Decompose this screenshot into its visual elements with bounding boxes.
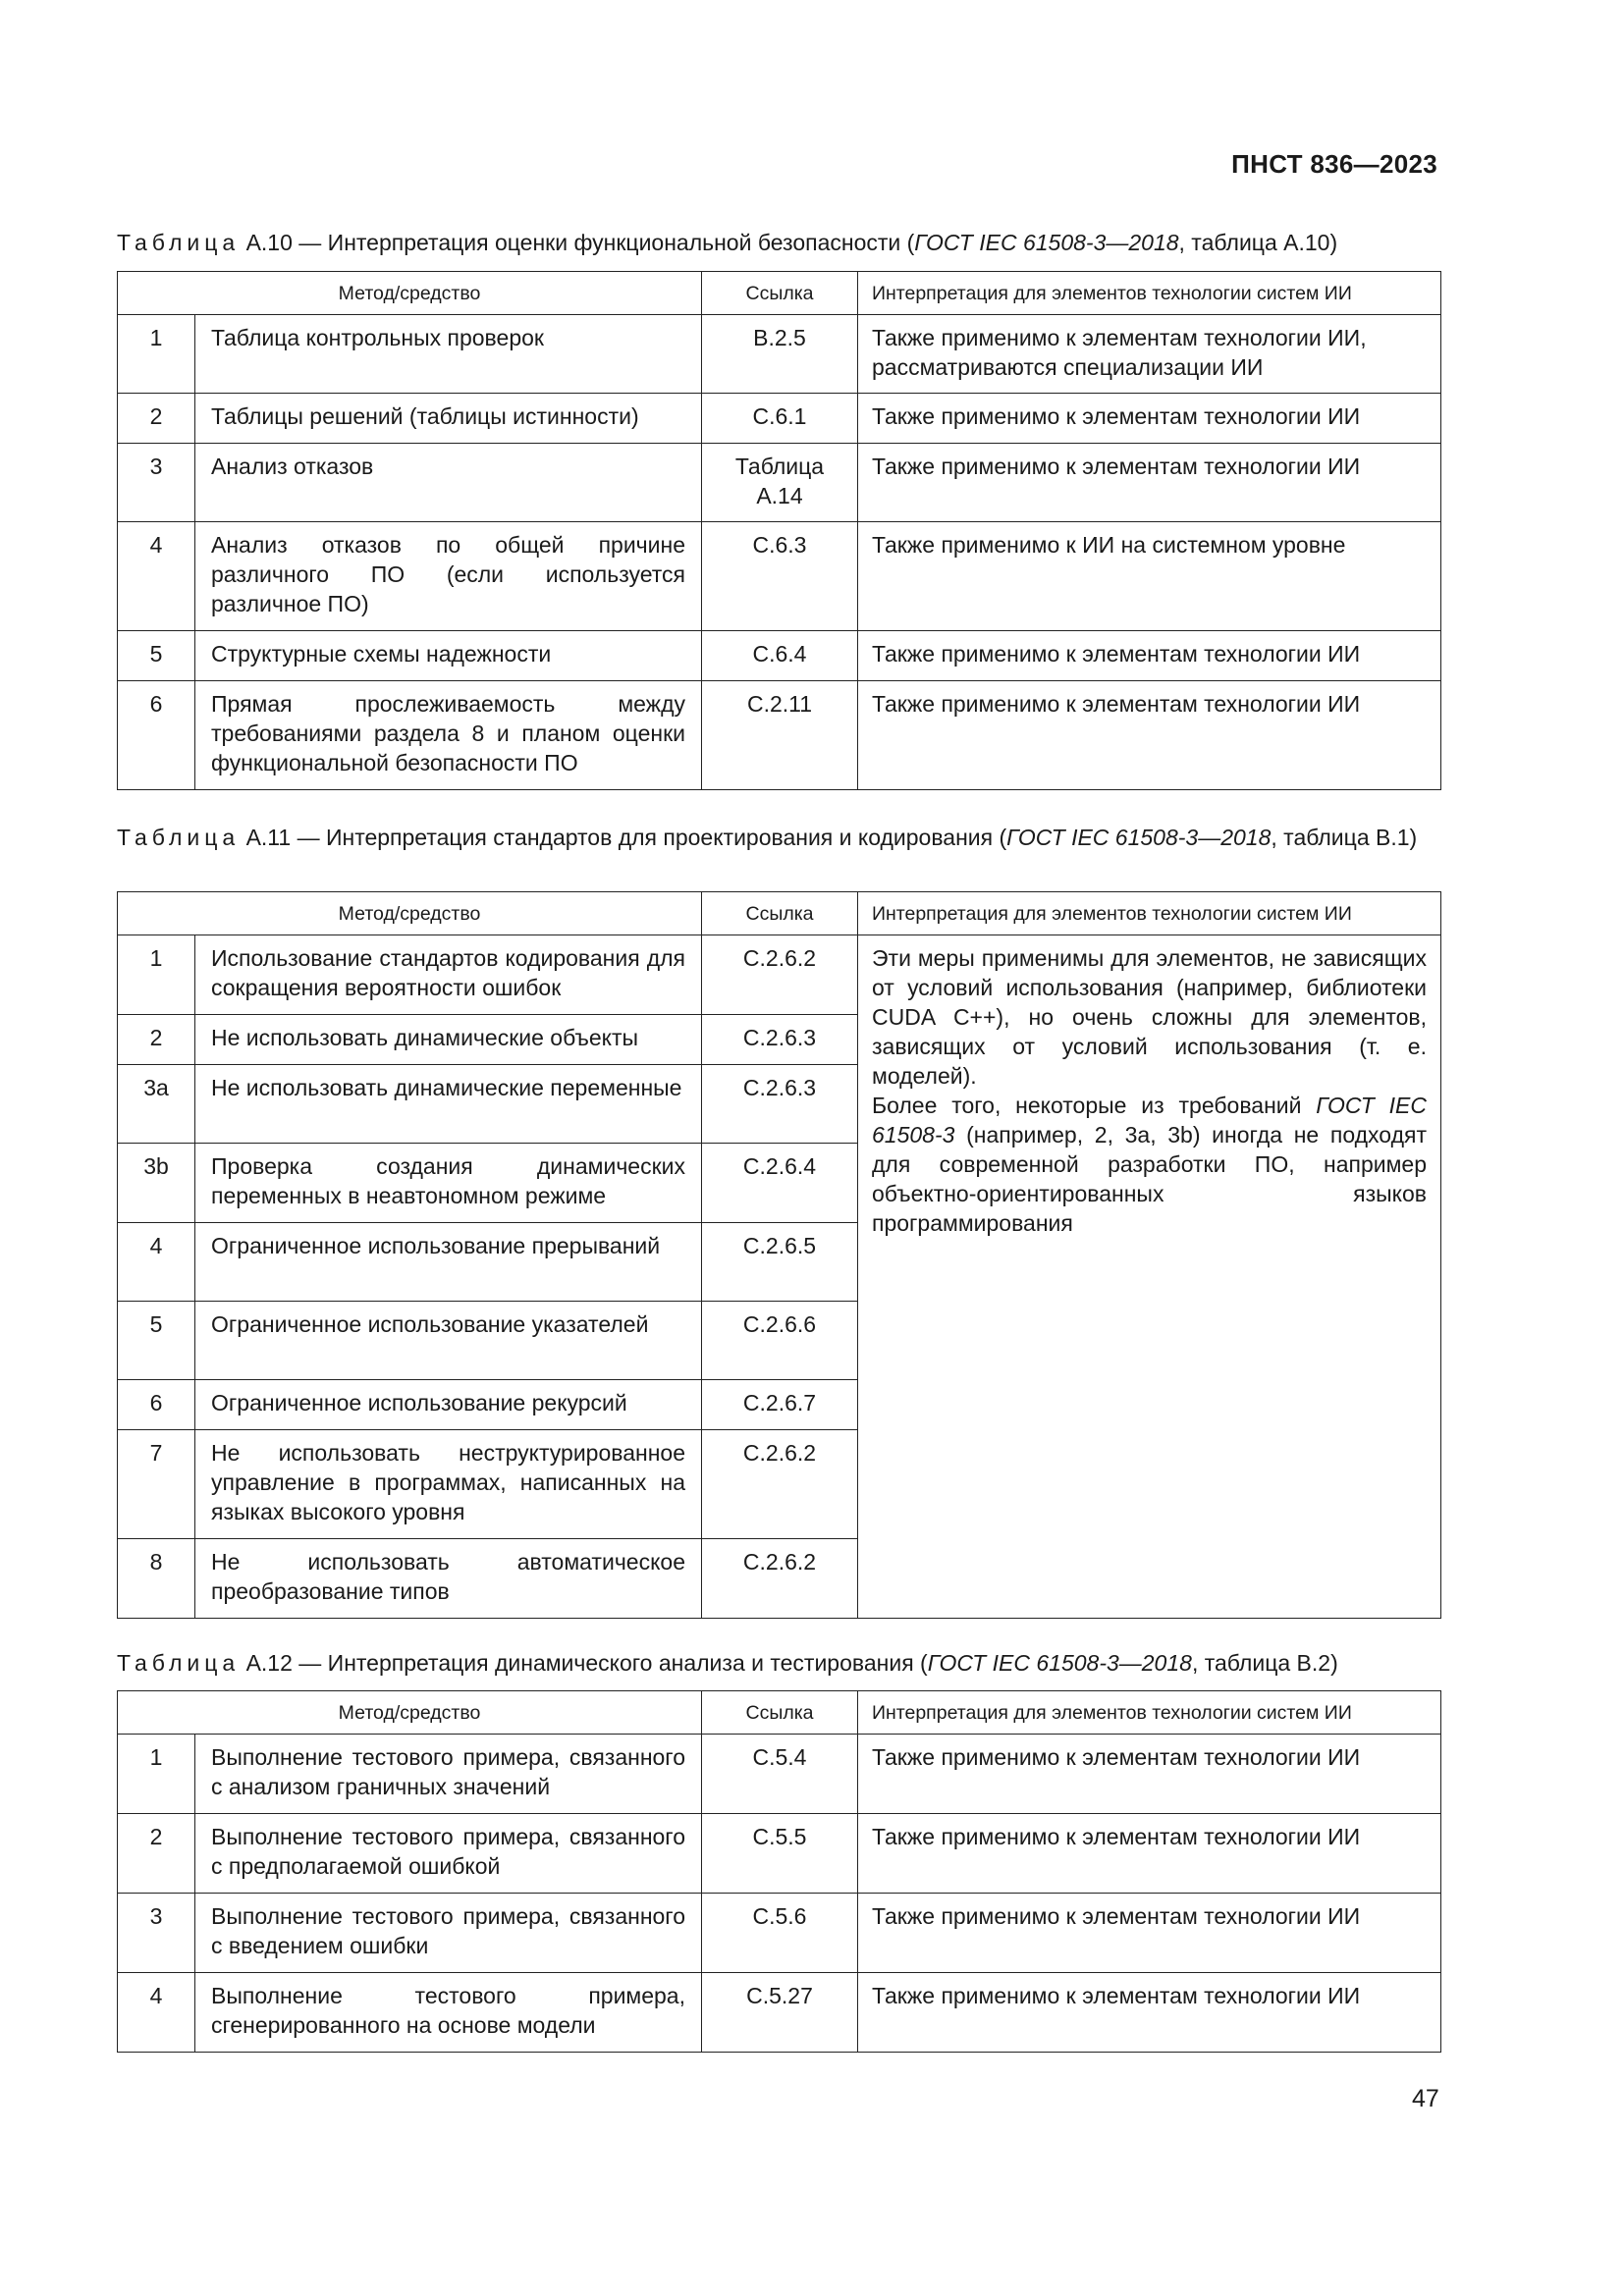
caption-prefix: Таблица — [117, 825, 241, 850]
row-number: 3b — [118, 1144, 195, 1223]
shared-interpretation — [858, 935, 1441, 1619]
row-number: 1 — [118, 1735, 195, 1814]
header-method: Метод/средство — [118, 272, 702, 315]
row-method: Не использовать автоматическое преобразование типов — [195, 1539, 702, 1619]
row-number: 4 — [118, 522, 195, 631]
table-row — [118, 444, 1441, 522]
row-method: Прямая прослеживаемость между требованиями раздела 8 и планом оценки функциональной безопасности ПО — [195, 681, 702, 790]
row-interpretation: Также применимо к ИИ на системном уровне — [858, 522, 1441, 631]
row-reference: C.2.11 — [702, 681, 858, 790]
caption-standard: ГОСТ IEC 61508-3—2018 — [927, 1650, 1192, 1676]
row-method: Проверка создания динамических переменных в неавтономном режиме — [195, 1144, 702, 1223]
row-number: 6 — [118, 1380, 195, 1430]
caption-text: А.10 — Интерпретация оценки функциональной безопасности ( — [240, 230, 915, 255]
row-method: Не использовать неструктурированное управление в программах, написанных на языках высокого уровня — [195, 1430, 702, 1539]
row-method: Использование стандартов кодирования для сокращения вероятности ошибок — [195, 935, 702, 1015]
row-reference: C.5.4 — [702, 1735, 858, 1814]
row-number: 2 — [118, 394, 195, 444]
caption-standard: ГОСТ IEC 61508-3—2018 — [914, 230, 1179, 255]
row-number: 4 — [118, 1223, 195, 1302]
row-method: Ограниченное использование прерываний — [195, 1223, 702, 1302]
row-method: Выполнение тестового примера, связанного с анализом граничных значений — [195, 1735, 702, 1814]
table-row — [118, 1894, 1441, 1973]
row-reference: C.6.3 — [702, 522, 858, 631]
row-reference: C.2.6.2 — [702, 1539, 858, 1619]
row-reference: C.2.6.3 — [702, 1065, 858, 1144]
table-row — [118, 631, 1441, 681]
row-number: 2 — [118, 1814, 195, 1894]
row-interpretation: Также применимо к элементам технологии ИИ — [858, 1814, 1441, 1894]
row-number: 5 — [118, 1302, 195, 1380]
document-code: ПНСТ 836—2023 — [1231, 149, 1437, 179]
table-a10-caption — [117, 228, 1440, 257]
header-interpretation: Интерпретация для элементов технологии систем ИИ — [858, 892, 1441, 935]
row-interpretation: Также применимо к элементам технологии ИИ — [858, 394, 1441, 444]
row-number: 1 — [118, 315, 195, 394]
caption-prefix: Таблица — [117, 1650, 241, 1676]
row-reference: C.5.5 — [702, 1814, 858, 1894]
row-interpretation: Также применимо к элементам технологии ИИ, рассматриваются специализации ИИ — [858, 315, 1441, 394]
row-reference: B.2.5 — [702, 315, 858, 394]
table-header-row — [118, 1691, 1441, 1735]
row-reference: C.2.6.5 — [702, 1223, 858, 1302]
row-number: 2 — [118, 1015, 195, 1065]
row-number: 1 — [118, 935, 195, 1015]
row-reference: C.2.6.2 — [702, 935, 858, 1015]
caption-text: А.11 — Интерпретация стандартов для проектирования и кодирования ( — [240, 825, 1007, 850]
row-interpretation: Также применимо к элементам технологии ИИ — [858, 1894, 1441, 1973]
row-interpretation: Также применимо к элементам технологии ИИ — [858, 681, 1441, 790]
caption-standard: ГОСТ IEC 61508-3—2018 — [1006, 825, 1272, 850]
row-reference: C.6.1 — [702, 394, 858, 444]
table-a12-caption — [117, 1648, 1440, 1678]
row-method: Выполнение тестового примера, связанного с введением ошибки — [195, 1894, 702, 1973]
row-method: Таблицы решений (таблицы истинности) — [195, 394, 702, 444]
row-number: 6 — [118, 681, 195, 790]
header-method: Метод/средство — [118, 1691, 702, 1735]
row-method: Анализ отказов — [195, 444, 702, 522]
table-row — [118, 935, 1441, 1015]
row-number: 8 — [118, 1539, 195, 1619]
header-method: Метод/средство — [118, 892, 702, 935]
row-reference: C.2.6.6 — [702, 1302, 858, 1380]
caption-text: А.12 — Интерпретация динамического анализа и тестирования ( — [240, 1650, 928, 1676]
row-reference: C.6.4 — [702, 631, 858, 681]
table-row — [118, 681, 1441, 790]
row-method: Анализ отказов по общей причине различного ПО (если используется различное ПО) — [195, 522, 702, 631]
table-row — [118, 394, 1441, 444]
interpretation-paragraph-2-start: Более того, некоторые из требований — [872, 1093, 1317, 1118]
row-interpretation: Также применимо к элементам технологии ИИ — [858, 444, 1441, 522]
page-number: 47 — [1412, 2085, 1439, 2112]
row-method: Выполнение тестового примера, связанного с предполагаемой ошибкой — [195, 1814, 702, 1894]
table-header-row — [118, 892, 1441, 935]
table-a10 — [117, 271, 1441, 790]
row-method: Таблица контрольных проверок — [195, 315, 702, 394]
row-method: Не использовать динамические объекты — [195, 1015, 702, 1065]
caption-prefix: Таблица — [117, 230, 241, 255]
row-method: Выполнение тестового примера, сгенерированного на основе модели — [195, 1973, 702, 2053]
table-header-row — [118, 272, 1441, 315]
row-method: Ограниченное использование рекурсий — [195, 1380, 702, 1430]
table-row — [118, 1735, 1441, 1814]
header-interpretation: Интерпретация для элементов технологии систем ИИ — [858, 1691, 1441, 1735]
table-a11-caption — [117, 823, 1440, 852]
row-method: Структурные схемы надежности — [195, 631, 702, 681]
row-interpretation: Также применимо к элементам технологии ИИ — [858, 631, 1441, 681]
table-row — [118, 1814, 1441, 1894]
header-reference: Ссылка — [702, 892, 858, 935]
header-reference: Ссылка — [702, 272, 858, 315]
row-reference: C.2.6.4 — [702, 1144, 858, 1223]
table-row — [118, 1973, 1441, 2053]
caption-suffix: , таблица В.1) — [1271, 825, 1418, 850]
table-a11 — [117, 891, 1441, 1619]
table-row — [118, 522, 1441, 631]
row-reference: C.5.6 — [702, 1894, 858, 1973]
row-number: 3a — [118, 1065, 195, 1144]
caption-suffix: , таблица А.10) — [1178, 230, 1338, 255]
header-reference: Ссылка — [702, 1691, 858, 1735]
row-number: 3 — [118, 444, 195, 522]
row-number: 5 — [118, 631, 195, 681]
table-a12 — [117, 1690, 1441, 2053]
interpretation-paragraph-1: Эти меры применимы для элементов, не зависящих от условий использования (например, библиотеки CUDA C++), но очень сложны для элементов, зависящих от условий использования (т. е. моделей). — [872, 945, 1427, 1089]
row-method: Не использовать динамические переменные — [195, 1065, 702, 1144]
row-number: 3 — [118, 1894, 195, 1973]
interpretation-paragraph-2-end: (например, 2, 3а, 3b) иногда не подходят для современной разработки ПО, например объектно-ориентированных языков программирования — [872, 1122, 1427, 1236]
row-reference: C.2.6.7 — [702, 1380, 858, 1430]
row-number: 7 — [118, 1430, 195, 1539]
row-interpretation: Также применимо к элементам технологии ИИ — [858, 1973, 1441, 2053]
row-method: Ограниченное использование указателей — [195, 1302, 702, 1380]
caption-suffix: , таблица В.2) — [1191, 1650, 1338, 1676]
interpretation-standard: ГОСТ IEC 61508-3 — [872, 1093, 1427, 1148]
row-reference: C.5.27 — [702, 1973, 858, 2053]
table-row — [118, 315, 1441, 394]
row-reference: Таблица А.14 — [702, 444, 858, 522]
row-reference: C.2.6.3 — [702, 1015, 858, 1065]
row-interpretation: Также применимо к элементам технологии ИИ — [858, 1735, 1441, 1814]
row-number: 4 — [118, 1973, 195, 2053]
row-reference: C.2.6.2 — [702, 1430, 858, 1539]
header-interpretation: Интерпретация для элементов технологии систем ИИ — [858, 272, 1441, 315]
